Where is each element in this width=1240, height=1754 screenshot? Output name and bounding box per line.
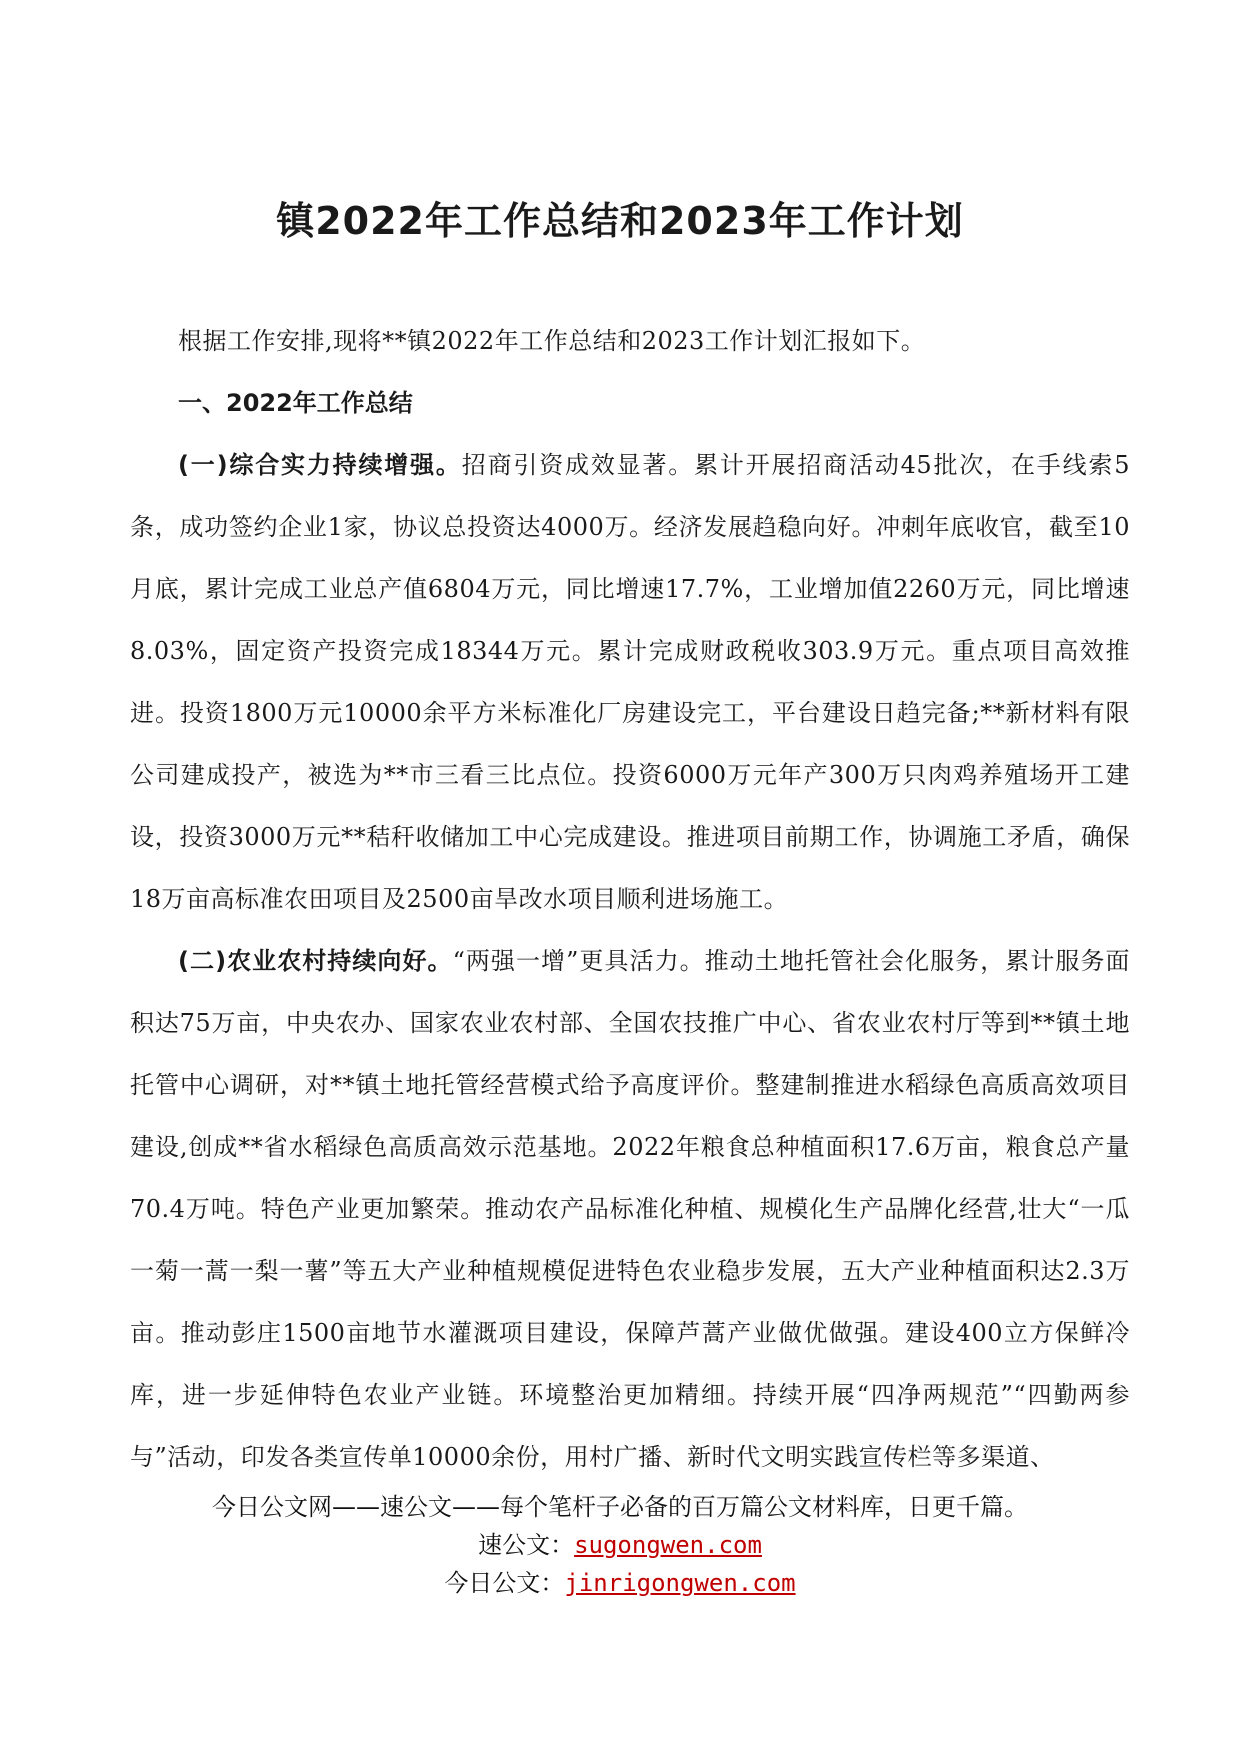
paragraph-2-text: “两强一增”更具活力。推动土地托管社会化服务，累计服务面积达75万亩，中央农办、国家农业农村部、全国农技推广中心、省农业农村厅等到**镇土地托管中心调研，对**镇土地托管经营模式给予高度评价。整建制推进水稻绿色高质高效项目建设,创成**省水稻绿色高质高效示范基地。2022年粮食总种植面积17.6万亩，粮食总产量70.4万吨。特色产业更加繁荣。推动农产品标准化种植、规模化生产品牌化经营,壮大“一瓜一菊一蒿一梨一薯”等五大产业种植规模促进特色农业稳步发展，五大产业种植面积达2.3万亩。推动彭庄1500亩地节水灌溉项目建设，保障芦蒿产业做优做强。建设400立方保鲜冷库，进一步延伸特色农业产业链。环境整治更加精细。持续开展“四净两规范”“四勤两参与”活动，印发各类宣传单10000余份，用村广播、新时代文明实践宣传栏等多渠道、 [130,947,1130,1471]
document-title: 镇2022年工作总结和2023年工作计划 [276,199,964,243]
footer [0,1488,1240,1602]
footer-tagline: 今日公文网——速公文——每个笔杆子必备的百万篇公文材料库，日更千篇。 [212,1493,1028,1521]
footer-site1-label: 速公文： [478,1531,575,1559]
paragraph-1-lead: (一)综合实力持续增强。 [178,451,462,479]
document-body [130,310,1130,1488]
paragraph-2 [130,930,1130,1488]
paragraph-1-text: 招商引资成效显著。累计开展招商活动45批次，在手线索5条，成功签约企业1家，协议总投资达4000万。经济发展趋稳向好。冲刺年底收官，截至10月底，累计完成工业总产值6804万元，同比增速17.7%，工业增加值2260万元，同比增速8.03%，固定资产投资完成18344万元。累计完成财政税收303.9万元。重点项目高效推进。投资1800万元10000余平方米标准化厂房建设完工，平台建设日趋完备;**新材料有限公司建成投产，被选为**市三看三比点位。投资6000万元年产300万只肉鸡养殖场开工建设，投资3000万元**秸秆收储加工中心完成建设。推进项目前期工作，协调施工矛盾，确保18万亩高标准农田项目及2500亩旱改水项目顺利进场施工。 [130,451,1130,913]
footer-site2-label: 今日公文： [444,1569,565,1597]
paragraph-1 [130,434,1130,930]
footer-site2-link[interactable]: jinrigongwen.com [564,1569,796,1597]
paragraph-2-lead: (二)农业农村持续向好。 [178,947,453,975]
intro-paragraph: 根据工作安排,现将**镇2022年工作总结和2023工作计划汇报如下。 [178,327,926,355]
section-heading: 一、2022年工作总结 [178,389,413,417]
footer-site2 [0,1564,1240,1602]
footer-site1-link[interactable]: sugongwen.com [574,1531,762,1559]
footer-site1 [0,1526,1240,1564]
